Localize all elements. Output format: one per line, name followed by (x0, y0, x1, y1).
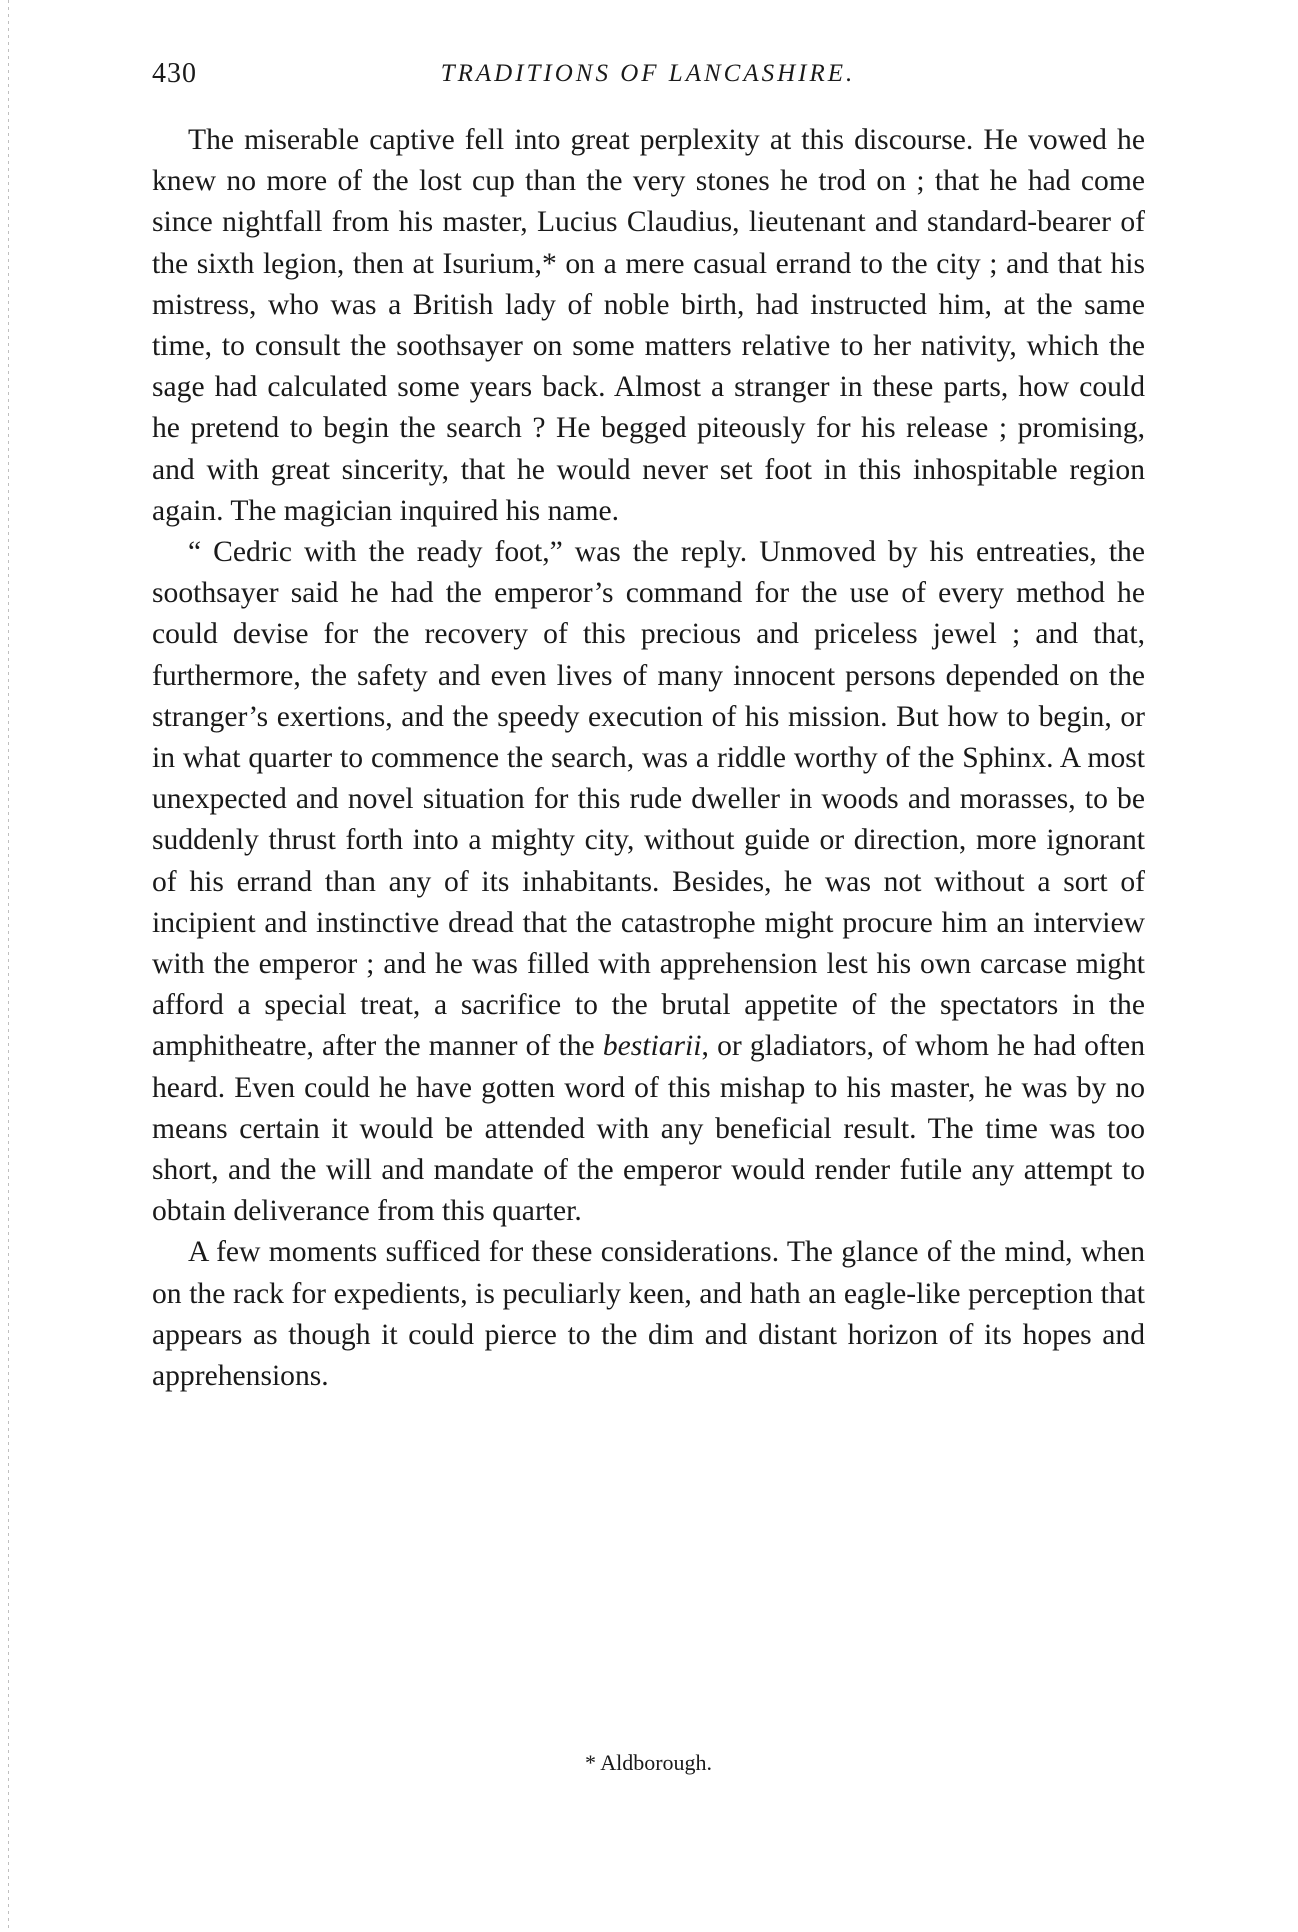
page-header (152, 58, 1144, 98)
body-text (152, 120, 1145, 1397)
page-edge-line (8, 0, 9, 1932)
paragraph-2-text: “ Cedric with the ready foot,” was the reply. Unmoved by his entreaties, the soothsayer said he had the emperor’s command for the use of every method he could devise for the recovery of this precious and priceless jewel ; and that, furthermore, the safety and even lives of many innocent persons depended on the stranger’s exertions, and the speedy execution of his mission. But how to begin, or in what quarter to commence the search, was a riddle worthy of the Sphinx. A most unexpected and novel situation for this rude dweller in woods and morasses, to be suddenly thrust forth into a mighty city, without guide or direction, more ignorant of his errand than any of its inhabitants. Besides, he was not without a sort of incipient and instinctive dread that the catastrophe might procure him an interview with the emperor ; and he was filled with apprehension lest his own carcase might afford a special treat, a sacrifice to the brutal appetite of the spectators in the amphitheatre, after the manner of the (152, 536, 1145, 1063)
paragraph-2-text-after: , or gladiators, of whom he had often heard. Even could he have gotten word of this mishap to his master, he was by no means certain it would be attended with any beneficial result. The time was too short, and the will and mandate of the emperor would render futile any attempt to obtain deliverance from this quarter. (152, 1030, 1145, 1228)
paragraph-2 (152, 532, 1145, 1232)
running-title: TRADITIONS OF LANCASHIRE. (440, 60, 856, 87)
italic-term: bestiarii (602, 1030, 702, 1063)
footnote: * Aldborough. (584, 1750, 713, 1775)
page-number: 430 (152, 58, 197, 89)
paragraph-3: A few moments sufficed for these considerations. The glance of the mind, when on the rack for expedients, is peculiarly keen, and hath an eagle-like perception that appears as though it could pierce to the dim and distant horizon of its hopes and apprehensions. (152, 1236, 1145, 1393)
paragraph-1: The miserable captive fell into great perplexity at this discourse. He vowed he knew no more of the lost cup than the very stones he trod on ; that he had come since nightfall from his master, Lucius Claudius, lieutenant and standard-bearer of the sixth legion, then at Isurium,* on a mere casual errand to the city ; and that his mistress, who was a British lady of noble birth, had instructed him, at the same time, to consult the soothsayer on some matters relative to her nativity, which the sage had calculated some years back. Almost a stranger in these parts, how could he pretend to begin the search ? He begged piteously for his release ; promising, and with great sincerity, that he would never set foot in this inhospitable region again. The magician inquired his name. (152, 124, 1145, 527)
